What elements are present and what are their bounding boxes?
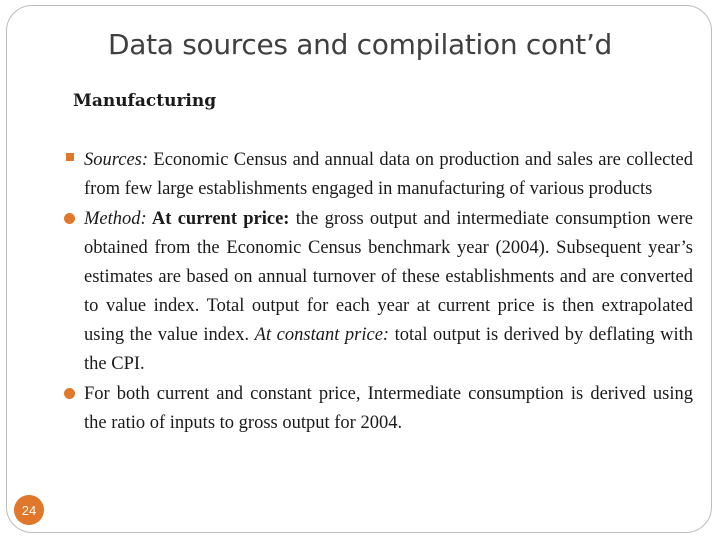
page-number-badge: 24 (14, 495, 44, 525)
square-bullet-icon (66, 153, 74, 161)
section-subtitle: Manufacturing (73, 91, 217, 111)
round-bullet-icon (64, 213, 75, 224)
bullet-item-intermediate (63, 380, 693, 438)
bullet-item-method (63, 205, 693, 379)
method-text: the gross output and intermediate consumption were obtained from the Economic Census benchmark year (2004). Subsequent year’s estimates are based on annual turnover of these establishments and are converted to value index. Total output for each year at current price is then extrapolated using the value index. (84, 209, 693, 345)
bullet-list (63, 146, 693, 438)
sources-label: Sources: (84, 150, 149, 170)
intermediate-text: For both current and constant price, Intermediate consumption is derived using the ratio of inputs to gross output for 2004. (84, 384, 693, 433)
sources-text: Economic Census and annual data on production and sales are collected from few large establishments engaged in manufacturing of various products (84, 150, 693, 199)
bullet-item-sources (63, 146, 693, 204)
method-label: Method: (84, 209, 147, 229)
slide-title: Data sources and compilation cont’d (107, 28, 613, 61)
constant-price-label: At constant price: (254, 325, 390, 345)
round-bullet-icon (64, 388, 75, 399)
method-text-2: total output is derived by deflating with the CPI. (84, 325, 694, 374)
current-price-label: At current price: (146, 209, 290, 229)
